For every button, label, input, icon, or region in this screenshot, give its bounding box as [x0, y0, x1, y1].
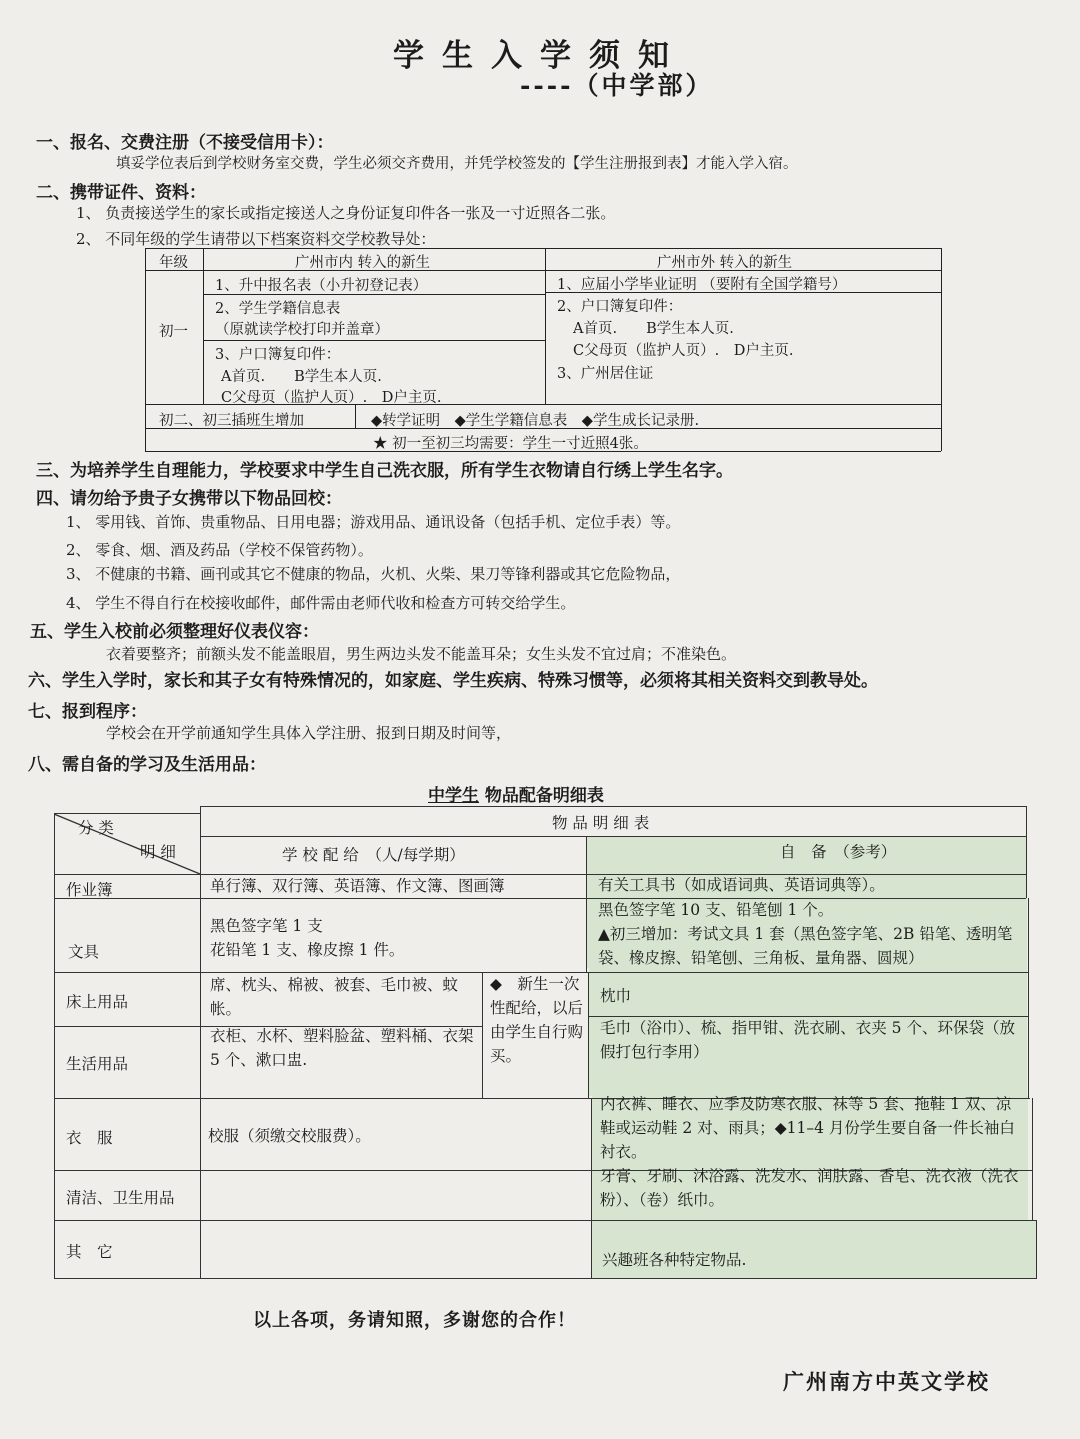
outside-item: A首页. B学生本人页. — [573, 321, 734, 337]
section-3-heading: 三、为培养学生自理能力，学校要求中学生自己洗衣服，所有学生衣物请自行绣上学生名字。 — [36, 461, 733, 481]
row-category: 作业簿 — [66, 881, 113, 899]
head-items: 物 品 明 细 表 — [552, 814, 650, 832]
section-1-heading: 一、报名、交费注册（不接受信用卡）： — [36, 133, 334, 153]
local-item: 3、户口簿复印件： — [215, 347, 341, 363]
diagonal-divider — [54, 806, 200, 874]
row-category: 其 它 — [66, 1243, 113, 1261]
section-2-heading: 二、携带证件、资料： — [36, 183, 206, 203]
grade-1-label: 初一 — [159, 324, 188, 340]
row-category: 床上用品 — [66, 993, 129, 1011]
local-item: A首页. B学生本人页. — [221, 369, 382, 385]
section-2-item-1: 1、 负责接送学生的家长或指定接送人之身份证复印件各一张及一寸近照各二张。 — [76, 204, 616, 222]
outside-item: C父母页（监护人页）. D户主页. — [573, 343, 794, 359]
col-local-header: 广州市内 转入的新生 — [295, 255, 431, 271]
outside-item: 2、户口簿复印件： — [557, 299, 683, 315]
section-2-item-2: 2、 不同年级的学生请带以下档案资料交学校教导处： — [76, 230, 436, 248]
local-item: 2、学生学籍信息表 — [215, 301, 341, 317]
closing-line: 以上各项，务请知照，多谢您的合作！ — [253, 1310, 576, 1331]
local-item: C父母页（监护人页）. D户主页. — [221, 390, 442, 406]
grade-2-3-items: ◆转学证明 ◆学生学籍信息表 ◆学生成长记录册. — [371, 413, 700, 429]
section-7-heading: 七、报到程序： — [28, 702, 147, 722]
row-category: 清洁、卫生用品 — [66, 1189, 175, 1207]
row-self: 兴趣班各种特定物品. — [602, 1251, 747, 1269]
section-6-heading: 六、学生入学时，家长和其子女有特殊情况的，如家庭、学生疾病、特殊习惯等，必须将其相关资料交到教导处。 — [28, 671, 878, 691]
documents-table — [145, 248, 941, 451]
head-self: 自 备 （参考） — [780, 843, 897, 861]
row-self: 黑色签字笔 10 支、铅笔刨 1 个。 ▲初三增加：考试文具 1 套（黑色签字笔、2B 铅笔、透明笔袋、橡皮擦、铅笔刨、三角板、量角器、圆规） — [598, 901, 1013, 967]
items-table-title — [428, 781, 604, 806]
row-self: 有关工具书（如成语词典、英语词典等）。 — [598, 876, 885, 894]
head-category: 分 类 — [78, 819, 114, 837]
items-table — [54, 806, 1037, 1278]
items-table-title-underlined: 中学生 — [428, 786, 479, 806]
local-item: 1、升中报名表（小升初登记表） — [215, 278, 428, 294]
page-subtitle: ----（中学部） — [520, 71, 714, 100]
section-1-body: 填妥学位表后到学校财务室交费，学生必须交齐费用，并凭学校签发的【学生注册报到表】才能入学入宿。 — [116, 156, 798, 172]
row-school: 衣柜、水杯、塑料脸盆、塑料桶、衣架 5 个、漱口盅. — [210, 1027, 474, 1069]
head-school: 学 校 配 给 （人/每学期） — [282, 846, 465, 864]
row-self: 毛巾（浴巾）、梳、指甲钳、洗衣刷、衣夹 5 个、环保袋（放假打包行李用） — [600, 1019, 1015, 1061]
section-4-item: 4、 学生不得自行在校接收邮件，邮件需由老师代收和检查方可转交给学生。 — [66, 594, 576, 612]
grade-2-3-label: 初二、初三插班生增加 — [159, 413, 304, 429]
section-4-item: 3、 不健康的书籍、画刊或其它不健康的物品，火机、火柴、果刀等锋利器或其它危险物品， — [66, 565, 681, 583]
section-4-item: 2、 零食、烟、酒及药品（学校不保管药物）。 — [66, 541, 373, 559]
col-outside-header: 广州市外 转入的新生 — [657, 255, 793, 271]
row-self: 内衣裤、睡衣、应季及防寒衣服、袜等 5 套、拖鞋 1 双、凉鞋或运动鞋 2 对、雨具；◆11–4 月份学生要自备一件长袖白衬衣。 — [600, 1095, 1015, 1161]
row-category: 生活用品 — [66, 1055, 129, 1073]
local-item: （原就读学校打印并盖章） — [215, 322, 389, 338]
section-5-body: 衣着要整齐；前额头发不能盖眼眉，男生两边头发不能盖耳朵；女生头发不宜过肩；不准染色。 — [106, 645, 737, 663]
row-category: 衣 服 — [66, 1129, 113, 1147]
items-table-title-rest: 物品配备明细表 — [479, 786, 604, 806]
head-detail: 明 细 — [140, 843, 176, 861]
row-category: 文具 — [68, 943, 100, 961]
outside-item: 1、应届小学毕业证明 （要附有全国学籍号） — [557, 277, 847, 293]
section-4-item: 1、 零用钱、首饰、贵重物品、日用电器；游戏用品、通讯设备（包括手机、定位手表）等。 — [66, 513, 681, 531]
docs-table-footer: ★ 初一至初三均需要：学生一寸近照4张。 — [373, 436, 648, 452]
row-school: 席、枕头、棉被、被套、毛巾被、蚊帐。 — [210, 976, 459, 1018]
section-7-body: 学校会在开学前通知学生具体入学注册、报到日期及时间等， — [106, 724, 512, 742]
page-title: 学生入学须知 — [393, 38, 687, 74]
section-8-heading: 八、需自备的学习及生活用品： — [28, 755, 266, 775]
section-5-heading: 五、学生入校前必须整理好仪表仪容： — [30, 622, 319, 642]
row-school: 单行簿、双行簿、英语簿、作文簿、图画簿 — [210, 877, 505, 895]
row-self: 枕巾 — [600, 987, 632, 1005]
row-school: 黑色签字笔 1 支 花铅笔 1 支、橡皮擦 1 件。 — [210, 917, 405, 959]
row-school: 校服（须缴交校服费）。 — [208, 1127, 371, 1145]
col-grade-header: 年级 — [159, 255, 188, 271]
new-student-note: ◆ 新生一次性配给，以后由学生自行购买。 — [490, 975, 584, 1065]
outside-item: 3、广州居住证 — [557, 366, 654, 382]
section-4-heading: 四、请勿给予贵子女携带以下物品回校： — [36, 489, 342, 509]
school-name: 广州南方中英文学校 — [783, 1369, 990, 1394]
row-self: 牙膏、牙刷、沐浴露、洗发水、润肤露、香皂、洗衣液（洗衣粉）、（卷）纸巾。 — [600, 1167, 1019, 1209]
